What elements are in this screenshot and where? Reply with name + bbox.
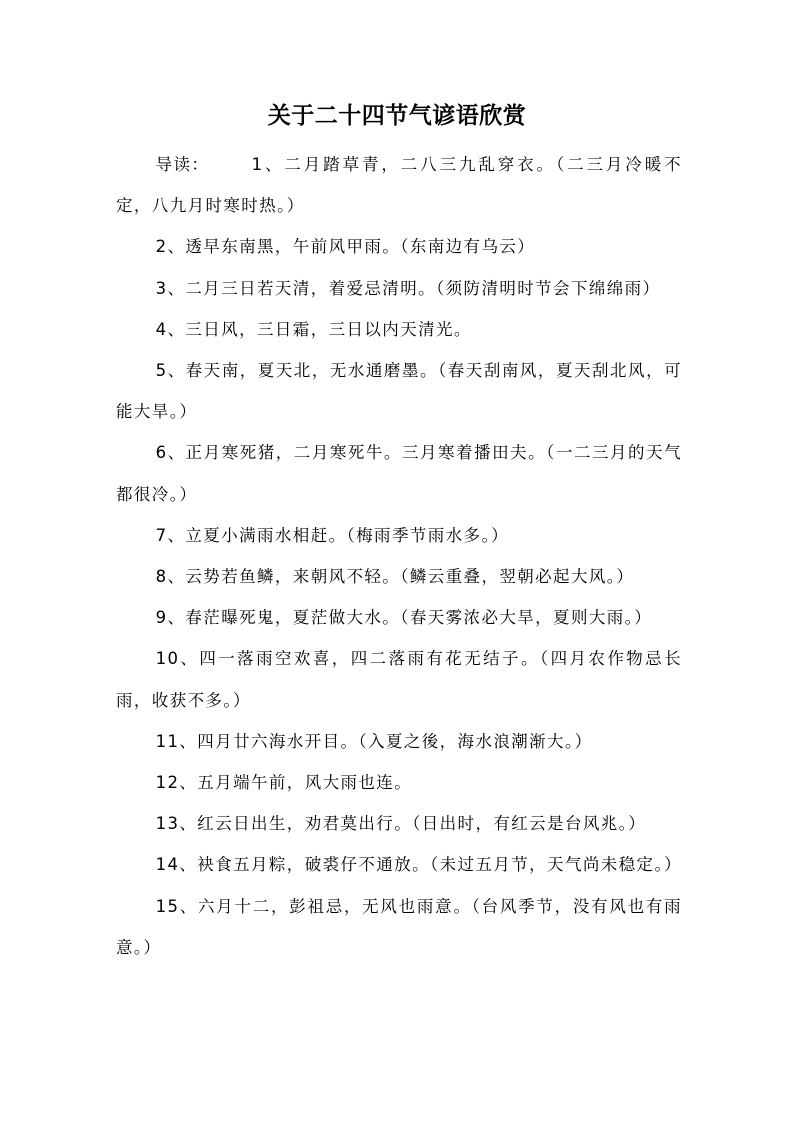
proverb-item-8: 8、云势若鱼鳞，来朝风不轻。（鳞云重叠，翌朝必起大风。） [155, 567, 635, 587]
proverb-item-4: 4、三日风，三日霜，三日以内天清光。 [155, 319, 472, 339]
proverb-item-14: 14、袂食五月粽，破裘仔不通放。（未过五月节，天气尚未稳定。） [155, 855, 682, 875]
proverb-item-1 [116, 144, 682, 226]
proverb-item-10: 10、四一落雨空欢喜，四二落雨有花无结子。（四月农作物忌长雨，收获不多。） [116, 649, 682, 710]
proverb-item-15: 15、六月十二，彭祖忌，无风也雨意。（台风季节，没有风也有雨意。） [116, 896, 682, 957]
proverb-item-9: 9、春茫曝死鬼，夏茫做大水。（春天雾浓必大旱，夏则大雨。） [155, 608, 653, 628]
proverb-item-7: 7、立夏小满雨水相赶。（梅雨季节雨水多。） [155, 525, 509, 545]
proverb-item-3: 3、二月三日若天清，着爱忌清明。（须防清明时节会下绵绵雨） [155, 278, 661, 298]
proverb-item-13: 13、红云日出生，劝君莫出行。（日出时，有红云是台风兆。） [155, 814, 647, 834]
proverb-item-6: 6、正月寒死猪，二月寒死牛。三月寒着播田夫。（一二三月的天气都很冷。） [116, 443, 682, 504]
proverb-item-2: 2、透早东南黑，午前风甲雨。（东南边有乌云） [155, 237, 536, 257]
document-body [116, 144, 682, 968]
proverb-item-11: 11、四月廿六海水开目。（入夏之後，海水浪潮渐大。） [155, 731, 593, 751]
proverb-item-5: 5、春天南，夏天北，无水通磨墨。（春天刮南风，夏天刮北风，可能大旱。） [116, 361, 682, 422]
proverb-item-12: 12、五月端午前，风大雨也连。 [155, 773, 413, 793]
intro-label: 导读： [155, 155, 210, 174]
document-title: 关于二十四节气谚语欣赏 [267, 102, 527, 129]
proverb-text: 1、二月踏草青，二八三九乱穿衣。（二三月冷暖不定，八九月时寒时热。） [116, 155, 682, 216]
